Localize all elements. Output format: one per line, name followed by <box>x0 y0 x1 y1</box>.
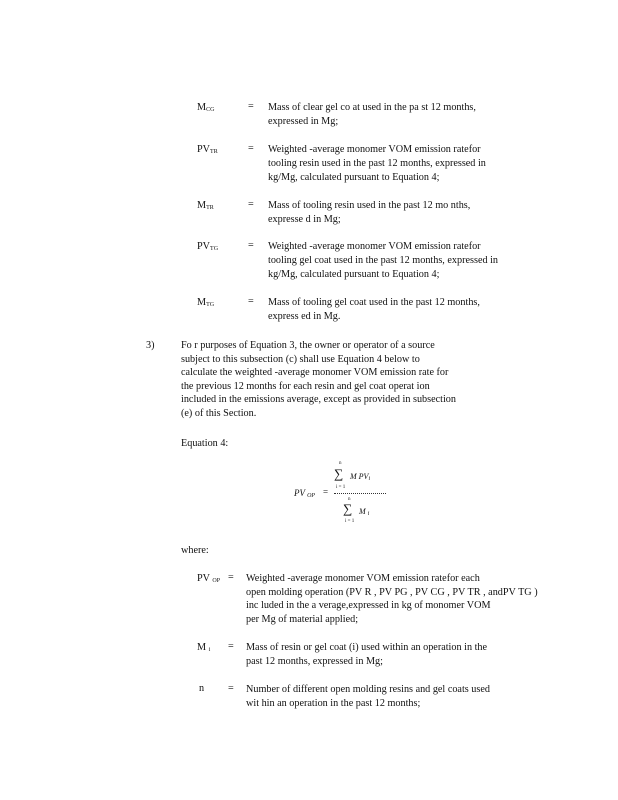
definition-symbol: M i <box>197 642 211 653</box>
item-number: 3) <box>146 340 155 351</box>
definition-text-line: Mass of clear gel co at used in the pa st 12 months, <box>268 102 476 113</box>
definition-text-line: Weighted -average monomer VOM emission ratefor <box>268 144 481 155</box>
definition-symbol: PVTR <box>197 144 218 155</box>
definition-text-line: express ed in Mg. <box>268 311 341 322</box>
definition-symbol: n <box>199 683 205 694</box>
definition-text-line: expresse d in Mg; <box>268 214 341 225</box>
sum-upper-limit: n <box>339 461 342 466</box>
equation-numerator: M PVi <box>350 472 371 482</box>
definition-text-line: tooling gel coat used in the past 12 months, expressed in <box>268 255 499 266</box>
summation-icon: ∑ <box>343 501 353 516</box>
definition-symbol: MTR <box>197 200 214 211</box>
paragraph-line: the previous 12 months for each resin and gel coat operat ion <box>181 381 430 392</box>
equation-label: Equation 4: <box>181 438 229 449</box>
equals-sign: = <box>248 101 254 112</box>
paragraph-line: (e) of this Section. <box>181 408 257 419</box>
equals-sign: = <box>248 199 254 210</box>
sum-lower-limit: i = 1 <box>336 485 346 490</box>
definition-text-line: past 12 months, expressed in Mg; <box>246 656 383 667</box>
equals-sign: = <box>248 143 254 154</box>
definition-symbol: MCG <box>197 102 215 113</box>
definition-symbol: MTG <box>197 297 215 308</box>
equals-sign: = <box>248 296 254 307</box>
summation-icon: ∑ <box>334 466 344 481</box>
definition-text-line: Weighted -average monomer VOM emission ratefor <box>268 241 481 252</box>
definition-text-line: expressed in Mg; <box>268 116 339 127</box>
definition-text-line: Weighted -average monomer VOM emission ratefor each <box>246 573 480 584</box>
definition-symbol: PVTG <box>197 241 219 252</box>
sum-upper-limit: n <box>348 497 351 502</box>
equation-denominator: M i <box>359 507 370 517</box>
definition-text-line: wit hin an operation in the past 12 months; <box>246 698 421 709</box>
definition-text-line: kg/Mg, calculated pursuant to Equation 4; <box>268 172 440 183</box>
definition-text-line: Mass of tooling gel coat used in the past 12 months, <box>268 297 480 308</box>
equals-sign: = <box>228 572 234 583</box>
equation-equals: = <box>323 487 329 497</box>
fraction-bar <box>334 493 386 494</box>
definition-text-line: tooling resin used in the past 12 months, expressed in <box>268 158 486 169</box>
definition-text-line: inc luded in the a verage,expressed in kg of monomer VOM <box>246 600 491 611</box>
equation-lhs: PV OP <box>294 488 316 499</box>
definition-symbol: PV OP <box>197 573 221 584</box>
definition-text-line: Number of different open molding resins and gel coats used <box>246 684 490 695</box>
equals-sign: = <box>248 240 254 251</box>
where-label: where: <box>181 545 209 556</box>
paragraph-line: Fo r purposes of Equation 3, the owner or operator of a source <box>181 340 435 351</box>
definition-text-line: Mass of tooling resin used in the past 12 mo nths, <box>268 200 471 211</box>
paragraph-line: subject to this subsection (c) shall use Equation 4 below to <box>181 354 420 365</box>
paragraph-line: included in the emissions average, except as provided in subsection <box>181 394 456 405</box>
definition-text-line: Mass of resin or gel coat (i) used within an operation in the <box>246 642 488 653</box>
definition-text-line: open molding operation (PV R , PV PG , PV CG , PV TR , andPV TG ) <box>246 587 538 598</box>
paragraph-line: calculate the weighted -average monomer VOM emission rate for <box>181 367 449 378</box>
sum-lower-limit: i = 1 <box>345 519 355 524</box>
definition-text-line: per Mg of material applied; <box>246 614 359 625</box>
equals-sign: = <box>228 683 234 694</box>
definition-text-line: kg/Mg, calculated pursuant to Equation 4; <box>268 269 440 280</box>
equals-sign: = <box>228 641 234 652</box>
